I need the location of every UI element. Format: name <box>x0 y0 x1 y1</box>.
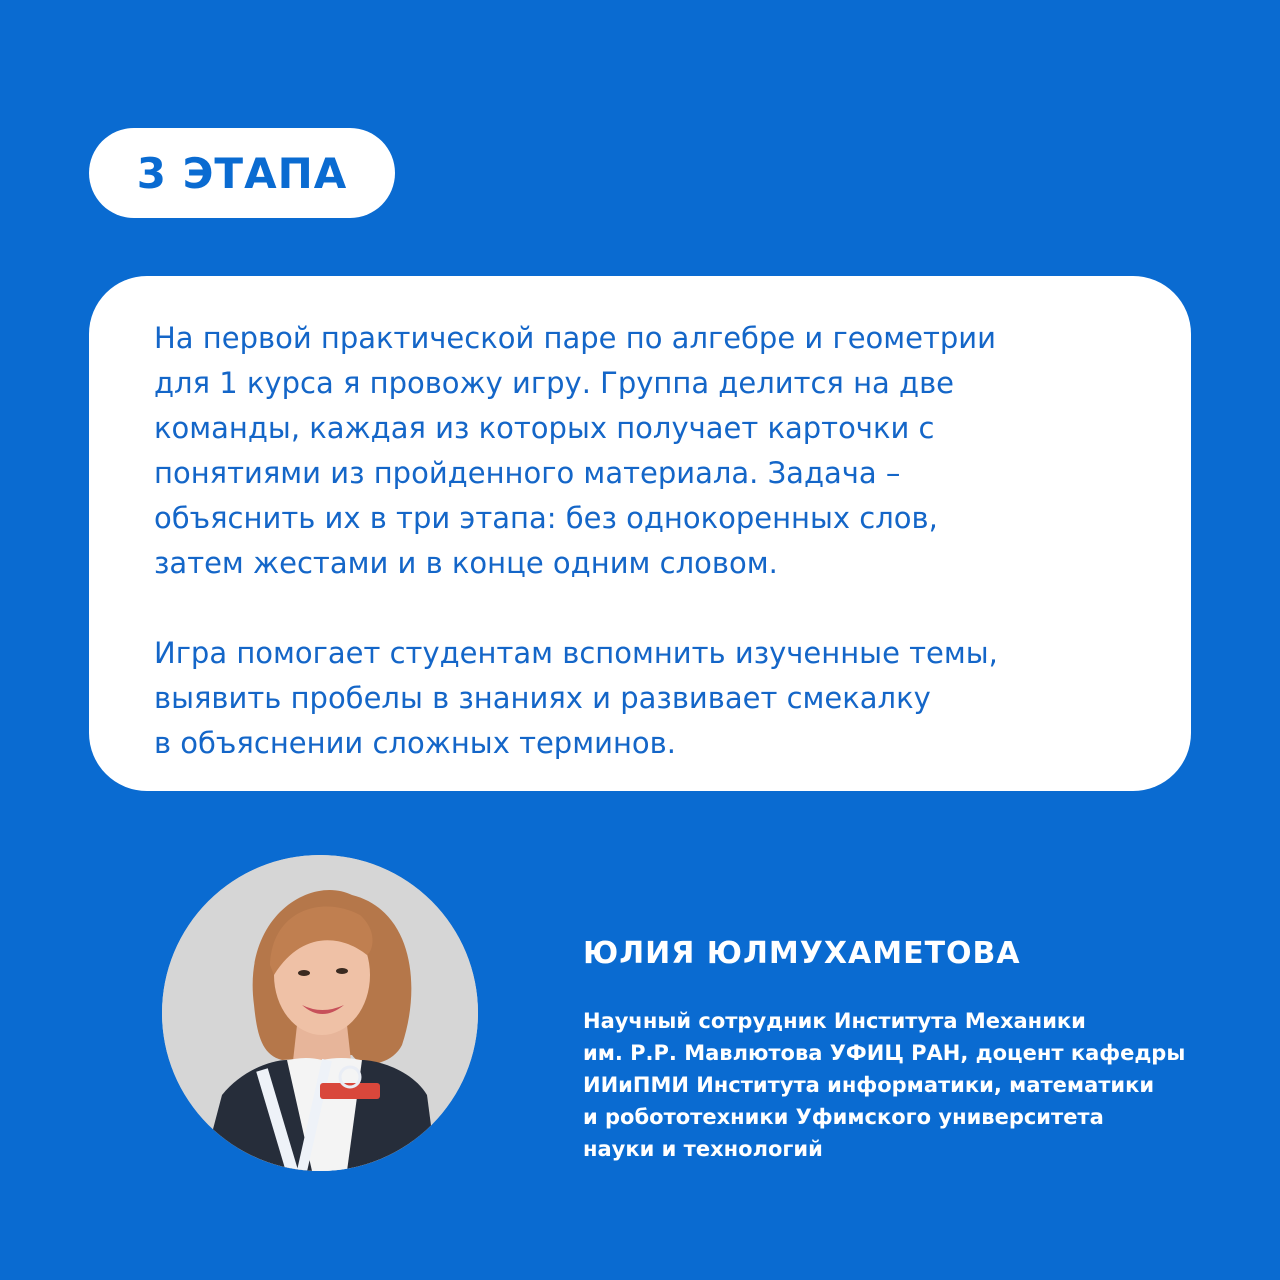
author-role-line: науки и технологий <box>583 1137 823 1161</box>
quote-card <box>89 276 1191 791</box>
quote-line: На первой практической паре по алгебре и геометрии <box>154 321 997 355</box>
author-role-line: им. Р.Р. Мавлютова УФИЦ РАН, доцент кафедры <box>583 1041 1186 1065</box>
quote-text <box>154 316 1154 766</box>
quote-line: объяснить их в три этапа: без однокоренных слов, <box>154 501 938 535</box>
quote-line: Игра помогает студентам вспомнить изученные темы, <box>154 636 998 670</box>
quote-line: затем жестами и в конце одним словом. <box>154 546 778 580</box>
author-role-line: ИИиПМИ Института информатики, математики <box>583 1073 1155 1097</box>
quote-line: команды, каждая из которых получает карточки с <box>154 411 935 445</box>
author-role <box>583 1005 1185 1165</box>
author-role-line: и робототехники Уфимского университета <box>583 1105 1104 1129</box>
stage-badge <box>89 128 395 218</box>
author-photo <box>162 855 478 1171</box>
quote-line: в объяснении сложных терминов. <box>154 726 676 760</box>
quote-line: понятиями из пройденного материала. Задача – <box>154 456 901 490</box>
quote-line: выявить пробелы в знаниях и развивает смекалку <box>154 681 931 715</box>
stage-badge-label: 3 ЭТАПА <box>136 148 348 198</box>
author-name: ЮЛИЯ ЮЛМУХАМЕТОВА <box>583 936 1021 971</box>
author-role-line: Научный сотрудник Института Механики <box>583 1009 1086 1033</box>
quote-paragraph <box>154 316 1154 586</box>
quote-paragraph <box>154 631 1154 766</box>
portrait-photo-icon <box>162 855 478 1171</box>
quote-line: для 1 курса я провожу игру. Группа делится на две <box>154 366 955 400</box>
